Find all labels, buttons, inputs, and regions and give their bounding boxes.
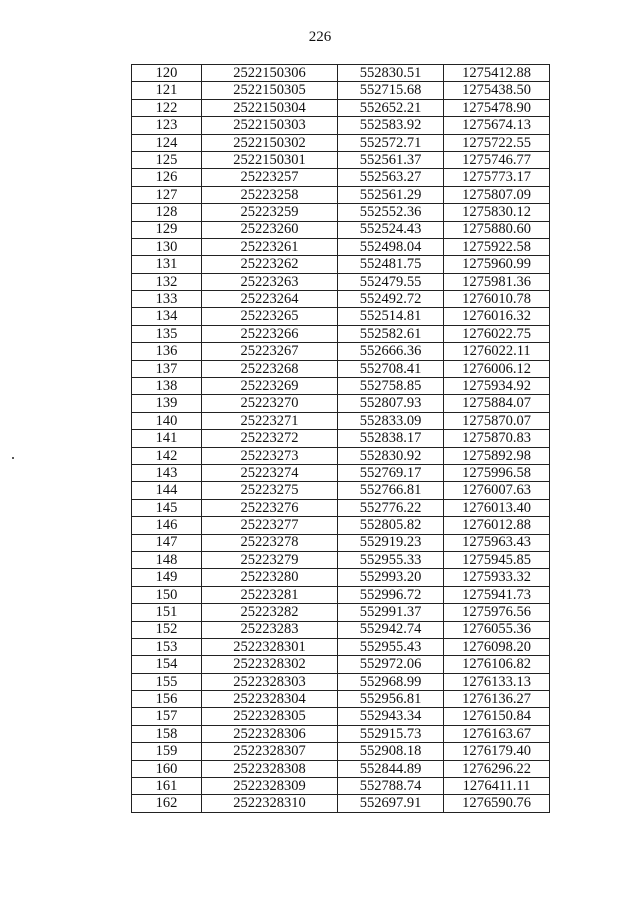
point-id-cell: 2522328307 [202,743,338,760]
y-coordinate-cell: 1275976.56 [444,604,550,621]
point-id-cell: 25223278 [202,534,338,551]
y-coordinate-cell: 1276022.75 [444,325,550,342]
x-coordinate-cell: 552838.17 [338,430,444,447]
row-number-cell: 133 [132,291,202,308]
x-coordinate-cell: 552758.85 [338,378,444,395]
x-coordinate-cell: 552715.68 [338,82,444,99]
x-coordinate-cell: 552552.36 [338,204,444,221]
row-number-cell: 150 [132,586,202,603]
point-id-cell: 2522150306 [202,65,338,82]
x-coordinate-cell: 552955.33 [338,551,444,568]
y-coordinate-cell: 1275892.98 [444,447,550,464]
row-number-cell: 152 [132,621,202,638]
table-row [132,517,550,534]
point-id-cell: 2522150301 [202,151,338,168]
row-number-cell: 138 [132,378,202,395]
x-coordinate-cell: 552563.27 [338,169,444,186]
table-row [132,378,550,395]
y-coordinate-cell: 1276098.20 [444,638,550,655]
table-row [132,325,550,342]
table-row [132,291,550,308]
row-number-cell: 136 [132,343,202,360]
y-coordinate-cell: 1276411.11 [444,778,550,795]
table-row [132,117,550,134]
point-id-cell: 2522328301 [202,638,338,655]
x-coordinate-cell: 552561.29 [338,186,444,203]
point-id-cell: 25223282 [202,604,338,621]
table-row [132,82,550,99]
point-id-cell: 2522328309 [202,778,338,795]
coordinates-table [131,64,550,813]
row-number-cell: 141 [132,430,202,447]
row-number-cell: 137 [132,360,202,377]
point-id-cell: 25223273 [202,447,338,464]
y-coordinate-cell: 1275941.73 [444,586,550,603]
row-number-cell: 122 [132,99,202,116]
table-row [132,395,550,412]
point-id-cell: 25223257 [202,169,338,186]
x-coordinate-cell: 552769.17 [338,464,444,481]
y-coordinate-cell: 1275996.58 [444,464,550,481]
y-coordinate-cell: 1276007.63 [444,482,550,499]
point-id-cell: 2522328308 [202,760,338,777]
table-row [132,169,550,186]
y-coordinate-cell: 1275807.09 [444,186,550,203]
point-id-cell: 2522328305 [202,708,338,725]
x-coordinate-cell: 552479.55 [338,273,444,290]
point-id-cell: 25223264 [202,291,338,308]
row-number-cell: 162 [132,795,202,812]
point-id-cell: 25223283 [202,621,338,638]
row-number-cell: 156 [132,691,202,708]
table-row [132,621,550,638]
row-number-cell: 126 [132,169,202,186]
x-coordinate-cell: 552919.23 [338,534,444,551]
table-row [132,708,550,725]
table-row [132,204,550,221]
y-coordinate-cell: 1276055.36 [444,621,550,638]
row-number-cell: 143 [132,464,202,481]
x-coordinate-cell: 552708.41 [338,360,444,377]
row-number-cell: 155 [132,673,202,690]
x-coordinate-cell: 552908.18 [338,743,444,760]
y-coordinate-cell: 1275746.77 [444,151,550,168]
x-coordinate-cell: 552583.92 [338,117,444,134]
x-coordinate-cell: 552498.04 [338,238,444,255]
row-number-cell: 158 [132,725,202,742]
x-coordinate-cell: 552833.09 [338,412,444,429]
row-number-cell: 120 [132,65,202,82]
x-coordinate-cell: 552955.43 [338,638,444,655]
row-number-cell: 157 [132,708,202,725]
point-id-cell: 25223275 [202,482,338,499]
x-coordinate-cell: 552524.43 [338,221,444,238]
x-coordinate-cell: 552572.71 [338,134,444,151]
row-number-cell: 140 [132,412,202,429]
y-coordinate-cell: 1275438.50 [444,82,550,99]
point-id-cell: 2522150304 [202,99,338,116]
x-coordinate-cell: 552807.93 [338,395,444,412]
table-row [132,638,550,655]
x-coordinate-cell: 552697.91 [338,795,444,812]
row-number-cell: 139 [132,395,202,412]
table-row [132,430,550,447]
y-coordinate-cell: 1276106.82 [444,656,550,673]
table-row [132,569,550,586]
y-coordinate-cell: 1275830.12 [444,204,550,221]
y-coordinate-cell: 1275934.92 [444,378,550,395]
y-coordinate-cell: 1275478.90 [444,99,550,116]
table-row [132,551,550,568]
y-coordinate-cell: 1275412.88 [444,65,550,82]
point-id-cell: 2522328304 [202,691,338,708]
row-number-cell: 128 [132,204,202,221]
point-id-cell: 25223265 [202,308,338,325]
point-id-cell: 25223268 [202,360,338,377]
y-coordinate-cell: 1275945.85 [444,551,550,568]
x-coordinate-cell: 552956.81 [338,691,444,708]
y-coordinate-cell: 1275773.17 [444,169,550,186]
x-coordinate-cell: 552993.20 [338,569,444,586]
point-id-cell: 25223272 [202,430,338,447]
table-row [132,656,550,673]
y-coordinate-cell: 1275963.43 [444,534,550,551]
row-number-cell: 132 [132,273,202,290]
y-coordinate-cell: 1276163.67 [444,725,550,742]
x-coordinate-cell: 552652.21 [338,99,444,116]
table-row [132,256,550,273]
x-coordinate-cell: 552788.74 [338,778,444,795]
point-id-cell: 2522150302 [202,134,338,151]
point-id-cell: 25223266 [202,325,338,342]
y-coordinate-cell: 1276296.22 [444,760,550,777]
y-coordinate-cell: 1275933.32 [444,569,550,586]
table-row [132,482,550,499]
point-id-cell: 25223260 [202,221,338,238]
table-row [132,186,550,203]
table-row [132,725,550,742]
point-id-cell: 25223279 [202,551,338,568]
point-id-cell: 25223280 [202,569,338,586]
x-coordinate-cell: 552582.61 [338,325,444,342]
point-id-cell: 25223270 [202,395,338,412]
table-row [132,343,550,360]
x-coordinate-cell: 552972.06 [338,656,444,673]
row-number-cell: 147 [132,534,202,551]
x-coordinate-cell: 552766.81 [338,482,444,499]
y-coordinate-cell: 1275922.58 [444,238,550,255]
x-coordinate-cell: 552776.22 [338,499,444,516]
point-id-cell: 25223258 [202,186,338,203]
point-id-cell: 2522328302 [202,656,338,673]
row-number-cell: 135 [132,325,202,342]
y-coordinate-cell: 1275960.99 [444,256,550,273]
x-coordinate-cell: 552492.72 [338,291,444,308]
point-id-cell: 25223274 [202,464,338,481]
x-coordinate-cell: 552996.72 [338,586,444,603]
x-coordinate-cell: 552666.36 [338,343,444,360]
point-id-cell: 25223262 [202,256,338,273]
table-row [132,760,550,777]
row-number-cell: 134 [132,308,202,325]
y-coordinate-cell: 1276022.11 [444,343,550,360]
table-row [132,499,550,516]
y-coordinate-cell: 1276010.78 [444,291,550,308]
row-number-cell: 146 [132,517,202,534]
y-coordinate-cell: 1275981.36 [444,273,550,290]
x-coordinate-cell: 552915.73 [338,725,444,742]
table-row [132,360,550,377]
table-row [132,134,550,151]
table-row [132,99,550,116]
x-coordinate-cell: 552942.74 [338,621,444,638]
table-row [132,447,550,464]
table-row [132,412,550,429]
row-number-cell: 161 [132,778,202,795]
table-row [132,604,550,621]
table-row [132,586,550,603]
table-row [132,273,550,290]
y-coordinate-cell: 1275722.55 [444,134,550,151]
table-row [132,795,550,812]
y-coordinate-cell: 1275884.07 [444,395,550,412]
point-id-cell: 2522150305 [202,82,338,99]
y-coordinate-cell: 1276150.84 [444,708,550,725]
table-row [132,151,550,168]
row-number-cell: 130 [132,238,202,255]
table-row [132,308,550,325]
y-coordinate-cell: 1276012.88 [444,517,550,534]
point-id-cell: 25223269 [202,378,338,395]
x-coordinate-cell: 552514.81 [338,308,444,325]
x-coordinate-cell: 552830.51 [338,65,444,82]
row-number-cell: 153 [132,638,202,655]
page-number: 226 [308,29,332,45]
y-coordinate-cell: 1275880.60 [444,221,550,238]
row-number-cell: 160 [132,760,202,777]
stray-dot-mark [12,457,14,459]
point-id-cell: 25223261 [202,238,338,255]
y-coordinate-cell: 1276006.12 [444,360,550,377]
table-row [132,65,550,82]
row-number-cell: 124 [132,134,202,151]
table-row [132,238,550,255]
y-coordinate-cell: 1276179.40 [444,743,550,760]
row-number-cell: 144 [132,482,202,499]
x-coordinate-cell: 552991.37 [338,604,444,621]
x-coordinate-cell: 552943.34 [338,708,444,725]
row-number-cell: 142 [132,447,202,464]
row-number-cell: 148 [132,551,202,568]
y-coordinate-cell: 1275870.83 [444,430,550,447]
coordinates-table-body [132,65,550,813]
row-number-cell: 121 [132,82,202,99]
y-coordinate-cell: 1276016.32 [444,308,550,325]
point-id-cell: 25223263 [202,273,338,290]
point-id-cell: 25223281 [202,586,338,603]
point-id-cell: 25223276 [202,499,338,516]
row-number-cell: 145 [132,499,202,516]
row-number-cell: 159 [132,743,202,760]
point-id-cell: 25223259 [202,204,338,221]
y-coordinate-cell: 1276013.40 [444,499,550,516]
row-number-cell: 125 [132,151,202,168]
x-coordinate-cell: 552844.89 [338,760,444,777]
y-coordinate-cell: 1276133.13 [444,673,550,690]
x-coordinate-cell: 552805.82 [338,517,444,534]
row-number-cell: 149 [132,569,202,586]
point-id-cell: 25223271 [202,412,338,429]
row-number-cell: 154 [132,656,202,673]
table-row [132,743,550,760]
point-id-cell: 25223277 [202,517,338,534]
table-row [132,691,550,708]
row-number-cell: 127 [132,186,202,203]
point-id-cell: 2522150303 [202,117,338,134]
y-coordinate-cell: 1276590.76 [444,795,550,812]
x-coordinate-cell: 552830.92 [338,447,444,464]
x-coordinate-cell: 552561.37 [338,151,444,168]
point-id-cell: 2522328303 [202,673,338,690]
point-id-cell: 2522328306 [202,725,338,742]
y-coordinate-cell: 1275674.13 [444,117,550,134]
table-row [132,778,550,795]
row-number-cell: 131 [132,256,202,273]
x-coordinate-cell: 552481.75 [338,256,444,273]
table-row [132,673,550,690]
y-coordinate-cell: 1275870.07 [444,412,550,429]
table-row [132,534,550,551]
table-row [132,464,550,481]
x-coordinate-cell: 552968.99 [338,673,444,690]
point-id-cell: 2522328310 [202,795,338,812]
point-id-cell: 25223267 [202,343,338,360]
row-number-cell: 123 [132,117,202,134]
row-number-cell: 151 [132,604,202,621]
y-coordinate-cell: 1276136.27 [444,691,550,708]
table-row [132,221,550,238]
row-number-cell: 129 [132,221,202,238]
